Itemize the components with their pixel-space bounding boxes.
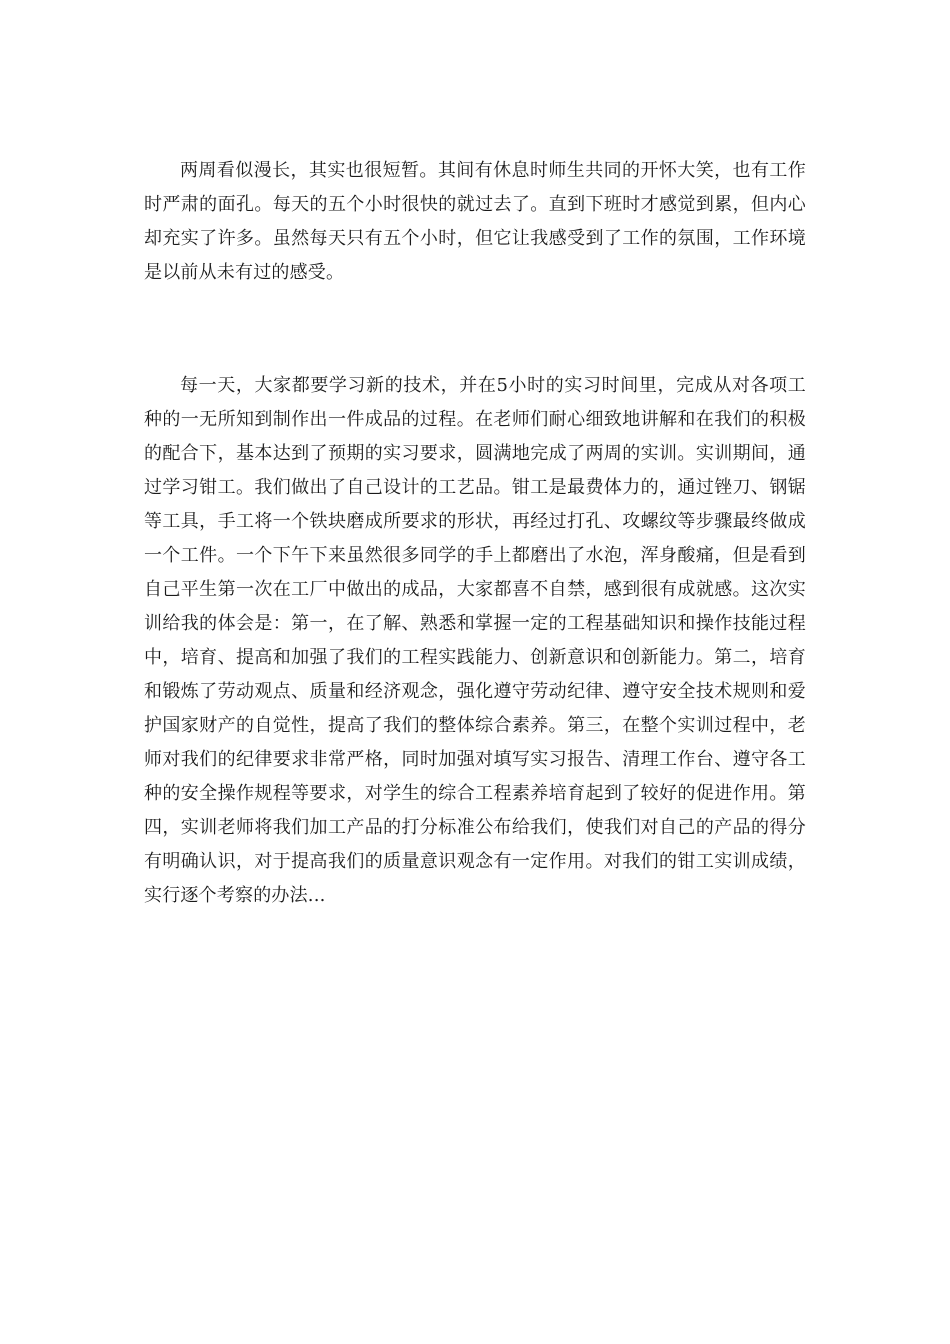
paragraph-daily-training: 每一天，大家都要学习新的技术，并在5小时的实习时间里，完成从对各项工种的一无所知到制作出一件成品的过程。在老师们耐心细致地讲解和在我们的积极的配合下，基本达到了预期的实习要求，圆满地完成了两周的实训。实训期间，通过学习钳工。我们做出了自己设计的工艺品。钳工是最费体力的，通过锉刀、钢锯等工具，手工将一个铁块磨成所要求的形状，再经过打孔、攻螺纹等步骤最终做成一个工件。一个下午下来虽然很多同学的手上都磨出了水泡，浑身酸痛，但是看到自己平生第一次在工厂中做出的成品，大家都喜不自禁，感到很有成就感。这次实训给我的体会是：第一，在了解、熟悉和掌握一定的工程基础知识和操作技能过程中，培育、提高和加强了我们的工程实践能力、创新意识和创新能力。第二，培育和锻炼了劳动观点、质量和经济观念，强化遵守劳动纪律、遵守安全技术规则和爱护国家财产的自觉性，提高了我们的整体综合素养。第三，在整个实训过程中，老师对我们的纪律要求非常严格，同时加强对填写实习报告、清理工作台、遵守各工种的安全操作规程等要求，对学生的综合工程素养培育起到了较好的促进作用。第四，实训老师将我们加工产品的打分标准公布给我们，使我们对自己的产品的得分有明确认识，对于提高我们的质量意识观念有一定作用。对我们的钳工实训成绩，实行逐个考察的办法... <box>144 375 806 906</box>
paragraph-two-weeks: 两周看似漫长，其实也很短暂。其间有休息时师生共同的开怀大笑，也有工作时严肃的面孔。每天的五个小时很快的就过去了。直到下班时才感觉到累，但内心却充实了许多。虽然每天只有五个小时，但它让我感受到了工作的氛围，工作环境是以前从未有过的感受。 <box>144 160 806 283</box>
